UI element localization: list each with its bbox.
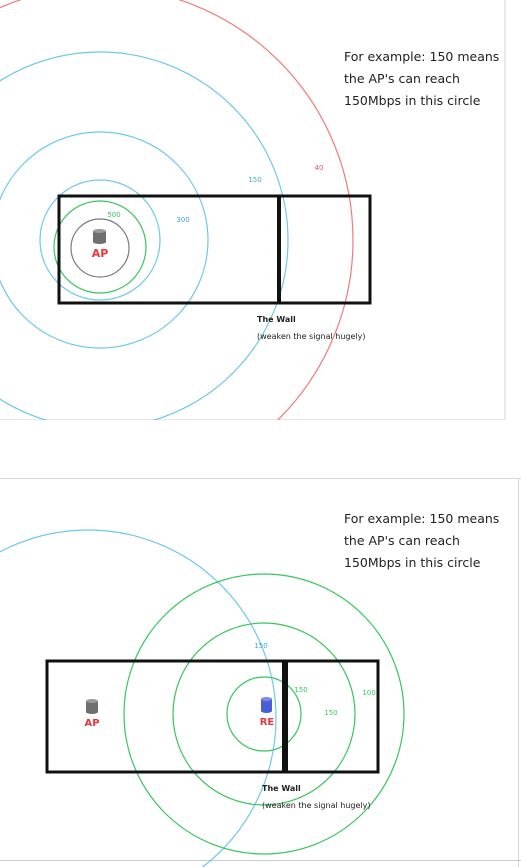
- ap-label: AP: [84, 718, 100, 729]
- re-coverage-ring-150-inner: [227, 677, 301, 751]
- ring-label-150: 150: [248, 176, 262, 184]
- ring-label-green-150-inner: 150: [294, 686, 308, 694]
- ring-label-300: 300: [176, 216, 190, 224]
- note-line: the AP's can reach: [344, 533, 460, 548]
- note-line: For example: 150 means: [344, 49, 500, 64]
- coverage-ring-40: [0, 0, 353, 420]
- top-diagram-panel: [0, 0, 521, 420]
- example-note: [344, 508, 499, 574]
- bottom-diagram-panel: [0, 478, 521, 867]
- wall-caption-title: The Wall: [262, 784, 301, 793]
- ring-label-blue-150: 150: [254, 642, 268, 650]
- wall-caption-subtitle: (weaken the signal hugely): [262, 801, 371, 810]
- note-line: the AP's can reach: [344, 71, 460, 86]
- ring-label-500: 500: [107, 211, 121, 219]
- note-line: For example: 150 means: [344, 511, 500, 526]
- re-device-icon: [261, 697, 272, 713]
- note-line: 150Mbps in this circle: [344, 93, 481, 108]
- re-label: RE: [259, 717, 275, 728]
- ap-coverage-ring-150: [0, 530, 276, 867]
- wall-caption-title: The Wall: [257, 315, 296, 324]
- example-note: [344, 46, 499, 112]
- ap-label: AP: [91, 247, 109, 260]
- ring-label-40: 40: [314, 164, 324, 172]
- wall-caption-subtitle: (weaken the signal hugely): [257, 332, 366, 341]
- re-coverage-ring-100: [124, 574, 404, 854]
- coverage-ring-150: [0, 52, 288, 420]
- ap-device-icon: [86, 699, 98, 714]
- ring-label-green-150-outer: 150: [324, 709, 338, 717]
- note-line: 150Mbps in this circle: [344, 555, 481, 570]
- ap-device-icon: [93, 229, 106, 244]
- ring-label-green-100: 100: [362, 689, 376, 697]
